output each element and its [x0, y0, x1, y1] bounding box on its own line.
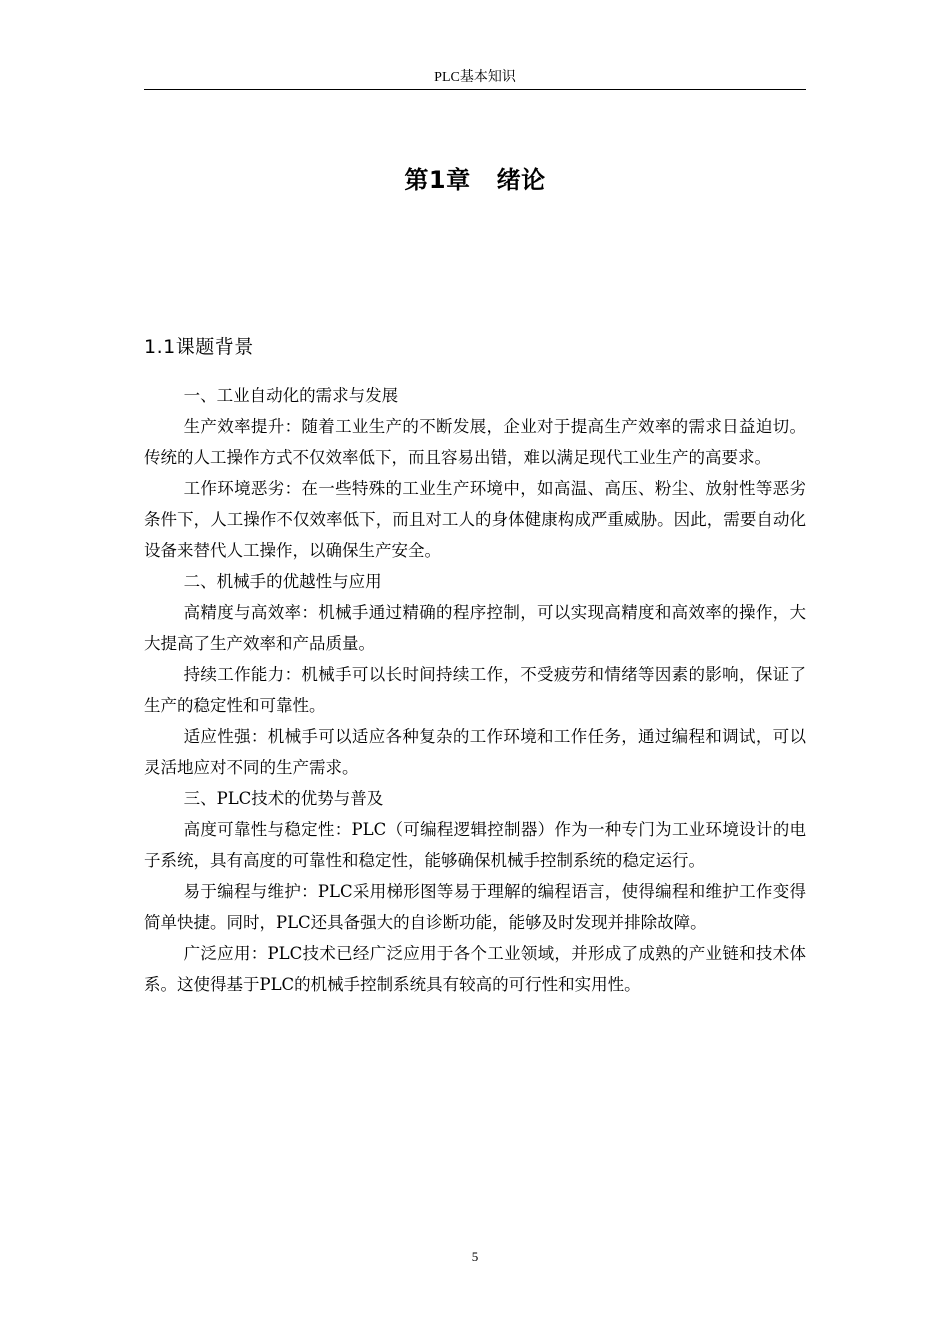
body-text — [144, 380, 806, 1000]
chapter-title — [144, 163, 806, 197]
chapter-number: 第1章 — [404, 166, 471, 194]
paragraph-heading-2: 二、机械手的优越性与应用 — [183, 572, 382, 591]
section-title: 1.1课题背景 — [144, 336, 254, 358]
paragraph: 高精度与高效率：机械手通过精确的程序控制，可以实现高精度和高效率的操作，大大提高了生产效率和产品质量。 — [144, 603, 806, 653]
paragraph: 适应性强：机械手可以适应各种复杂的工作环境和工作任务，通过编程和调试，可以灵活地应对不同的生产需求。 — [144, 727, 806, 777]
paragraph: 易于编程与维护：PLC采用梯形图等易于理解的编程语言，使得编程和维护工作变得简单快捷。同时，PLC还具备强大的自诊断功能，能够及时发现并排除故障。 — [144, 882, 806, 932]
paragraph-heading-1: 一、工业自动化的需求与发展 — [183, 386, 399, 405]
paragraph: 持续工作能力：机械手可以长时间持续工作，不受疲劳和情绪等因素的影响，保证了生产的稳定性和可靠性。 — [144, 665, 806, 715]
running-header: PLC基本知识 — [144, 68, 806, 90]
paragraph: 广泛应用：PLC技术已经广泛应用于各个工业领域，并形成了成熟的产业链和技术体系。这使得基于PLC的机械手控制系统具有较高的可行性和实用性。 — [144, 944, 806, 994]
paragraph: 生产效率提升：随着工业生产的不断发展，企业对于提高生产效率的需求日益迫切。传统的人工操作方式不仅效率低下，而且容易出错，难以满足现代工业生产的高要求。 — [144, 417, 806, 467]
chapter-name: 绪论 — [496, 166, 546, 194]
page-number: 5 — [471, 1249, 479, 1264]
paragraph: 工作环境恶劣：在一些特殊的工业生产环境中，如高温、高压、粉尘、放射性等恶劣条件下，人工操作不仅效率低下，而且对工人的身体健康构成严重威胁。因此，需要自动化设备来替代人工操作，以确保生产安全。 — [144, 479, 806, 560]
paragraph-heading-3: 三、PLC技术的优势与普及 — [183, 789, 384, 808]
paragraph: 高度可靠性与稳定性：PLC（可编程逻辑控制器）作为一种专门为工业环境设计的电子系统，具有高度的可靠性和稳定性，能够确保机械手控制系统的稳定运行。 — [144, 820, 806, 870]
